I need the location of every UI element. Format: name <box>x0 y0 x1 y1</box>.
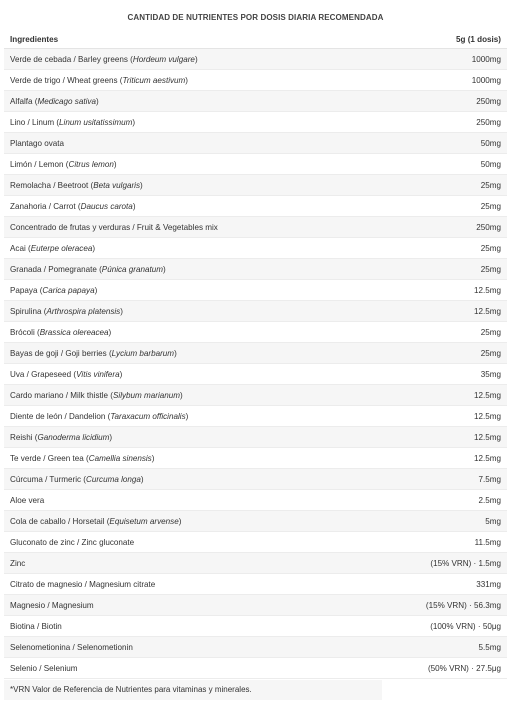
ingredient-dose: 25mg <box>385 259 507 280</box>
table-row <box>4 469 507 490</box>
ingredient-label: Papaya ( <box>10 285 43 295</box>
ingredient-label: Gluconato de zinc / Zinc gluconate <box>10 537 135 547</box>
ingredient-dose: 12.5mg <box>385 427 507 448</box>
ingredient-label-suffix: ) <box>94 285 98 295</box>
ingredient-name <box>4 469 385 490</box>
ingredient-label: Bayas de goji / Goji berries ( <box>10 348 112 358</box>
ingredient-dose: 35mg <box>385 364 507 385</box>
ingredient-name <box>4 427 385 448</box>
ingredient-label-suffix: ) <box>132 117 136 127</box>
table-row <box>4 427 507 448</box>
ingredient-label: Magnesio / Magnesium <box>10 600 94 610</box>
ingredient-name <box>4 658 385 679</box>
ingredient-name <box>4 343 385 364</box>
table-row <box>4 280 507 301</box>
ingredient-label-suffix: ) <box>132 201 136 211</box>
table-row <box>4 70 507 91</box>
latin-name: Vitis vinifera <box>76 369 120 379</box>
ingredient-name <box>4 301 385 322</box>
ingredient-dose: 12.5mg <box>385 280 507 301</box>
ingredient-label: Zinc <box>10 558 26 568</box>
ingredient-dose: 12.5mg <box>385 406 507 427</box>
ingredient-label-suffix: ) <box>174 348 177 358</box>
table-row <box>4 133 507 154</box>
ingredient-label: Plantago ovata <box>10 138 65 148</box>
ingredient-name <box>4 91 385 112</box>
ingredient-dose: 250mg <box>385 91 507 112</box>
ingredient-dose: 25mg <box>385 322 507 343</box>
table-row <box>4 616 507 637</box>
table-row <box>4 490 507 511</box>
ingredient-name <box>4 133 385 154</box>
ingredient-label: Citrato de magnesio / Magnesium citrate <box>10 579 156 589</box>
table-row <box>4 532 507 553</box>
ingredient-dose: 5.5mg <box>385 637 507 658</box>
ingredient-dose: 25mg <box>385 196 507 217</box>
latin-name: Triticum aestivum <box>122 75 186 85</box>
table-row <box>4 112 507 133</box>
ingredient-name <box>4 364 385 385</box>
ingredient-label-suffix: ) <box>185 411 189 421</box>
ingredient-name <box>4 322 385 343</box>
latin-name: Arthrospira platensis <box>46 306 121 316</box>
table-row <box>4 259 507 280</box>
ingredient-dose: 50mg <box>385 133 507 154</box>
ingredient-label: Remolacha / Beetroot ( <box>10 180 94 190</box>
ingredient-label-suffix: ) <box>140 180 143 190</box>
latin-name: Equisetum arvense <box>109 516 179 526</box>
ingredient-label: Biotina / Biotin <box>10 621 62 631</box>
latin-name: Silybum marianum <box>113 390 181 400</box>
ingredient-label-suffix: ) <box>194 54 198 64</box>
ingredient-label-suffix: ) <box>109 432 113 442</box>
ingredient-dose: 7.5mg <box>385 469 507 490</box>
ingredient-dose: 25mg <box>385 175 507 196</box>
ingredient-dose: 25mg <box>385 343 507 364</box>
table-row <box>4 91 507 112</box>
table-row <box>4 658 507 679</box>
latin-name: Lycium barbarum <box>111 348 175 358</box>
table-row <box>4 196 507 217</box>
ingredient-dose: (100% VRN) · 50μg <box>385 616 507 637</box>
latin-name: Ganoderma licidium <box>37 432 110 442</box>
ingredient-label: Te verde / Green tea ( <box>10 453 89 463</box>
table-row <box>4 238 507 259</box>
ingredient-label: Cardo mariano / Milk thistle ( <box>10 390 114 400</box>
latin-name: Citrus lemon <box>68 159 114 169</box>
ingredient-label: Alfalfa ( <box>10 96 38 106</box>
ingredient-name <box>4 574 385 595</box>
ingredient-label: Verde de cebada / Barley greens ( <box>10 54 133 64</box>
table-row <box>4 637 507 658</box>
ingredient-dose: 250mg <box>385 112 507 133</box>
table-header-row <box>4 30 507 49</box>
ingredient-label-suffix: ) <box>185 75 188 85</box>
ingredient-dose: 11.5mg <box>385 532 507 553</box>
ingredient-label: Spirulina ( <box>10 306 47 316</box>
ingredient-dose: 25mg <box>385 238 507 259</box>
ingredient-dose: 12.5mg <box>385 301 507 322</box>
latin-name: Medicago sativa <box>37 96 96 106</box>
ingredient-label: Selenio / Selenium <box>10 663 78 673</box>
latin-name: Taraxacum officinalis <box>110 411 186 421</box>
ingredient-dose: 1000mg <box>385 70 507 91</box>
latin-name: Curcuma longa <box>86 474 141 484</box>
ingredient-label-suffix: ) <box>120 306 123 316</box>
ingredient-label: Aloe vera <box>10 495 45 505</box>
ingredient-label: Concentrado de frutas y verduras / Fruit & Vegetables mix <box>10 222 218 232</box>
ingredient-name <box>4 259 385 280</box>
table-row <box>4 217 507 238</box>
footnote: *VRN Valor de Referencia de Nutrientes para vitaminas y minerales. <box>4 680 382 700</box>
ingredient-label: Verde de trigo / Wheat greens ( <box>10 75 123 85</box>
ingredient-label: Granada / Pomegranate ( <box>10 264 102 274</box>
ingredient-label-suffix: ) <box>95 96 99 106</box>
header-ingredients: Ingredientes <box>4 30 385 49</box>
table-row <box>4 574 507 595</box>
table-row <box>4 364 507 385</box>
ingredient-label-suffix: ) <box>108 327 112 337</box>
latin-name: Beta vulgaris <box>93 180 141 190</box>
ingredient-name <box>4 154 385 175</box>
table-row <box>4 406 507 427</box>
table-row <box>4 385 507 406</box>
ingredient-dose: (50% VRN) · 27.5μg <box>385 658 507 679</box>
table-row <box>4 448 507 469</box>
ingredient-name <box>4 406 385 427</box>
table-row <box>4 511 507 532</box>
ingredient-label-suffix: ) <box>92 243 96 253</box>
ingredient-dose: 1000mg <box>385 49 507 70</box>
ingredient-label-suffix: ) <box>113 159 117 169</box>
latin-name: Daucus carota <box>80 201 133 211</box>
ingredient-name <box>4 385 385 406</box>
ingredient-label: Cúrcuma / Turmeric ( <box>10 474 87 484</box>
ingredient-label-suffix: ) <box>140 474 144 484</box>
ingredient-label: Acai ( <box>10 243 31 253</box>
ingredient-name <box>4 70 385 91</box>
ingredient-name <box>4 448 385 469</box>
ingredient-label-suffix: ) <box>180 390 183 400</box>
ingredient-dose: 12.5mg <box>385 448 507 469</box>
ingredient-label: Brócoli ( <box>10 327 40 337</box>
ingredient-label-suffix: ) <box>151 453 155 463</box>
ingredient-name <box>4 490 385 511</box>
ingredient-label: Selenometionina / Selenometionin <box>10 642 133 652</box>
latin-name: Brassica olereacea <box>39 327 109 337</box>
ingredient-name <box>4 595 385 616</box>
latin-name: Linum usitatissimum <box>59 117 133 127</box>
ingredient-dose: 5mg <box>385 511 507 532</box>
table-body <box>4 49 507 679</box>
ingredient-dose: (15% VRN) · 56.3mg <box>385 595 507 616</box>
ingredient-dose: 2.5mg <box>385 490 507 511</box>
ingredient-dose: 250mg <box>385 217 507 238</box>
ingredient-name <box>4 217 385 238</box>
ingredient-name <box>4 112 385 133</box>
latin-name: Púnica granatum <box>101 264 163 274</box>
table-row <box>4 154 507 175</box>
ingredient-dose: 331mg <box>385 574 507 595</box>
ingredient-label: Reishi ( <box>10 432 38 442</box>
table-row <box>4 301 507 322</box>
ingredient-name <box>4 49 385 70</box>
ingredient-label: Uva / Grapeseed ( <box>10 369 77 379</box>
ingredient-label-suffix: ) <box>119 369 123 379</box>
table-row <box>4 343 507 364</box>
ingredient-label: Limón / Lemon ( <box>10 159 69 169</box>
table-row <box>4 49 507 70</box>
ingredient-label-suffix: ) <box>163 264 166 274</box>
ingredient-name <box>4 532 385 553</box>
ingredient-name <box>4 280 385 301</box>
ingredient-label: Cola de caballo / Horsetail ( <box>10 516 110 526</box>
latin-name: Euterpe oleracea <box>30 243 93 253</box>
table-row <box>4 553 507 574</box>
table-row <box>4 322 507 343</box>
header-dose: 5g (1 dosis) <box>385 30 507 49</box>
table-row <box>4 175 507 196</box>
ingredient-name <box>4 238 385 259</box>
latin-name: Carica papaya <box>42 285 95 295</box>
table-title: CANTIDAD DE NUTRIENTES POR DOSIS DIARIA RECOMENDADA <box>127 13 384 22</box>
ingredient-name <box>4 637 385 658</box>
ingredient-name <box>4 511 385 532</box>
nutrient-table <box>4 30 507 679</box>
latin-name: Camellia sinensis <box>88 453 152 463</box>
ingredient-label: Zanahoria / Carrot ( <box>10 201 81 211</box>
table-row <box>4 595 507 616</box>
latin-name: Hordeum vulgare <box>132 54 195 64</box>
ingredient-dose: (15% VRN) · 1.5mg <box>385 553 507 574</box>
ingredient-label: Lino / Linum ( <box>10 117 60 127</box>
ingredient-name <box>4 553 385 574</box>
ingredient-dose: 12.5mg <box>385 385 507 406</box>
ingredient-label: Diente de león / Dandelion ( <box>10 411 111 421</box>
ingredient-name <box>4 616 385 637</box>
ingredient-label-suffix: ) <box>178 516 182 526</box>
ingredient-name <box>4 175 385 196</box>
ingredient-name <box>4 196 385 217</box>
ingredient-dose: 50mg <box>385 154 507 175</box>
